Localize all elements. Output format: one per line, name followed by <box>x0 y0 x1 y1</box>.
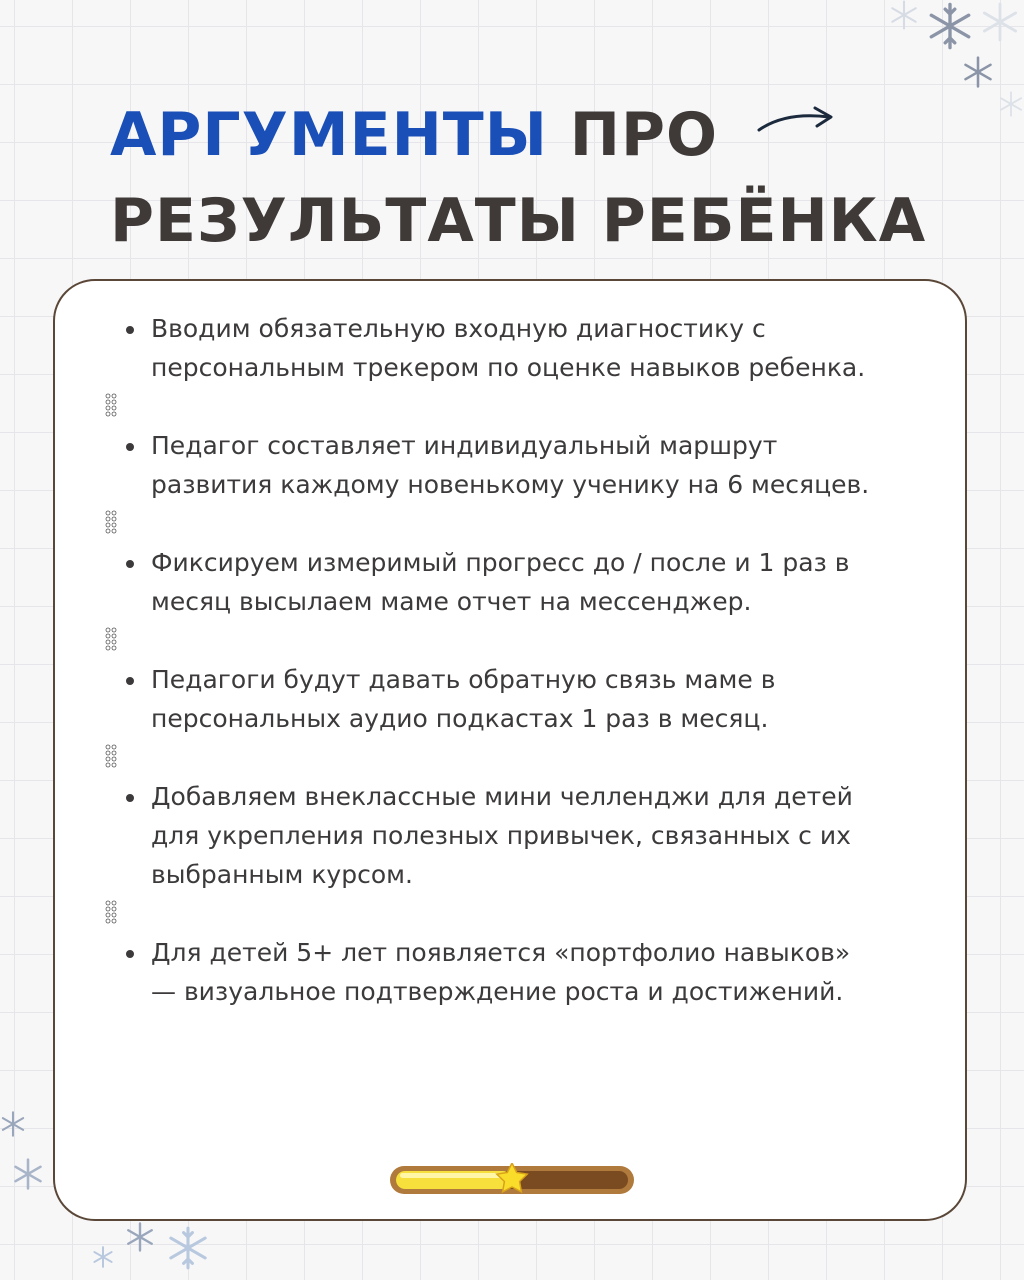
separator <box>96 738 876 777</box>
bullet <box>126 677 134 685</box>
list-item <box>96 660 876 738</box>
separator <box>96 621 876 660</box>
progress-bar <box>388 1163 636 1197</box>
snowflake-icon <box>166 1226 210 1270</box>
snowflake-icon <box>926 2 974 50</box>
separator-dots-icon <box>105 744 117 772</box>
title-accent: АРГУМЕНТЫ <box>110 100 548 170</box>
item-text: Добавляем внеклассные мини челленджи для детей для укрепления полезных привычек, связанных с их выбранным курсом. <box>151 782 853 889</box>
separator <box>96 387 876 426</box>
list-item <box>96 777 876 894</box>
item-text: Для детей 5+ лет появляется «портфолио навыков» — визуальное подтверждение роста и достижений. <box>151 938 851 1006</box>
item-text: Педагоги будут давать обратную связь маме в персональных аудио подкастах 1 раз в месяц. <box>151 665 776 733</box>
bullet <box>126 326 134 334</box>
separator <box>96 504 876 543</box>
separator-dots-icon <box>105 627 117 655</box>
bullet <box>126 560 134 568</box>
list-item <box>96 309 876 387</box>
separator-dots-icon <box>105 510 117 538</box>
bullet <box>126 950 134 958</box>
snowflake-icon <box>12 1158 44 1190</box>
title-line-2: РЕЗУЛЬТАТЫ РЕБЁНКА <box>110 186 927 256</box>
bullet <box>126 443 134 451</box>
snowflake-icon <box>884 0 924 30</box>
list-item <box>96 426 876 504</box>
snowflake-icon <box>980 2 1020 42</box>
separator-dots-icon <box>105 900 117 928</box>
title-rest: ПРО <box>547 100 718 170</box>
list-item <box>96 543 876 621</box>
arguments-list <box>96 309 876 1011</box>
item-text: Вводим обязательную входную диагностику с персональным трекером по оценке навыков ребенка. <box>151 314 866 382</box>
snowflake-icon <box>962 56 994 88</box>
bullet <box>126 794 134 802</box>
progress-shine <box>400 1173 506 1178</box>
item-text: Педагог составляет индивидуальный маршрут развития каждому новенькому ученику на 6 месяцев. <box>151 431 870 499</box>
list-item <box>96 933 876 1011</box>
snowflake-icon <box>122 1222 158 1252</box>
snowflake-icon <box>0 1102 26 1146</box>
snowflake-icon <box>92 1246 114 1268</box>
snowflake-icon <box>998 86 1024 122</box>
separator-dots-icon <box>105 393 117 421</box>
item-text: Фиксируем измеримый прогресс до / после и 1 раз в месяц высылаем маме отчет на мессенджер. <box>151 548 850 616</box>
arrow-right-icon <box>755 104 839 138</box>
separator <box>96 894 876 933</box>
